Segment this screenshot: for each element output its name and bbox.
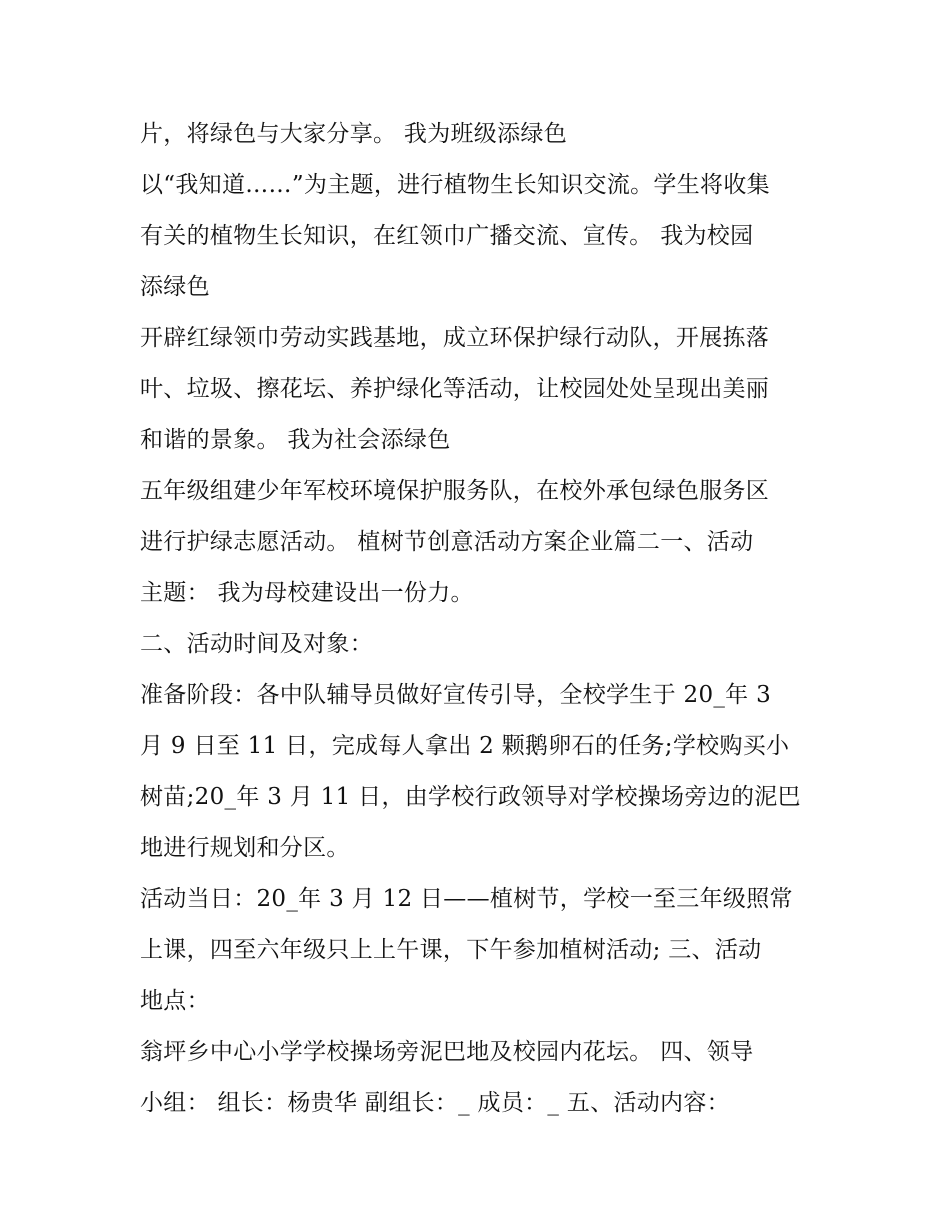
document-body (140, 109, 820, 1129)
text-line: 树苗;20_年 3 月 11 日，由学校行政领导对学校操场旁边的泥巴 (140, 784, 801, 810)
text-line: 有关的植物生长知识，在红领巾广播交流、宣传。 我为校园 (140, 223, 754, 249)
text-line: 上课，四至六年级只上上午课，下午参加植树活动; 三、活动 (140, 937, 762, 963)
text-line: 二、活动时间及对象： (140, 631, 373, 657)
text-line: 地点： (140, 988, 210, 1014)
text-line: 片，将绿色与大家分享。 我为班级添绿色 (140, 121, 568, 147)
text-line: 和谐的景象。 我为社会添绿色 (140, 427, 451, 453)
text-line: 叶、垃圾、擦花坛、养护绿化等活动，让校园处处呈现出美丽 (140, 376, 770, 402)
text-line: 小组： 组长：杨贵华 副组长：_ 成员：_ 五、活动内容： (140, 1090, 730, 1116)
text-line: 月 9 日至 11 日，完成每人拿出 2 颗鹅卵石的任务;学校购买小 (140, 733, 790, 759)
text-line: 进行护绿志愿活动。 植树节创意活动方案企业篇二一、活动 (140, 529, 754, 555)
text-line: 主题： 我为母校建设出一份力。 (140, 580, 474, 606)
text-line: 活动当日：20_年 3 月 12 日——植树节，学校一至三年级照常 (140, 886, 793, 912)
text-line: 地进行规划和分区。 (140, 835, 350, 861)
text-line: 开辟红绿领巾劳动实践基地，成立环保护绿行动队，开展拣落 (140, 325, 770, 351)
text-line: 以“我知道……”为主题，进行植物生长知识交流。学生将收集 (140, 172, 770, 198)
text-line: 添绿色 (140, 274, 210, 300)
text-line: 翁坪乡中心小学学校操场旁泥巴地及校园内花坛。 四、领导 (140, 1039, 754, 1065)
text-line: 准备阶段：各中队辅导员做好宣传引导，全校学生于 20_年 3 (140, 682, 772, 708)
text-line: 五年级组建少年军校环境保护服务队，在校外承包绿色服务区 (140, 478, 770, 504)
